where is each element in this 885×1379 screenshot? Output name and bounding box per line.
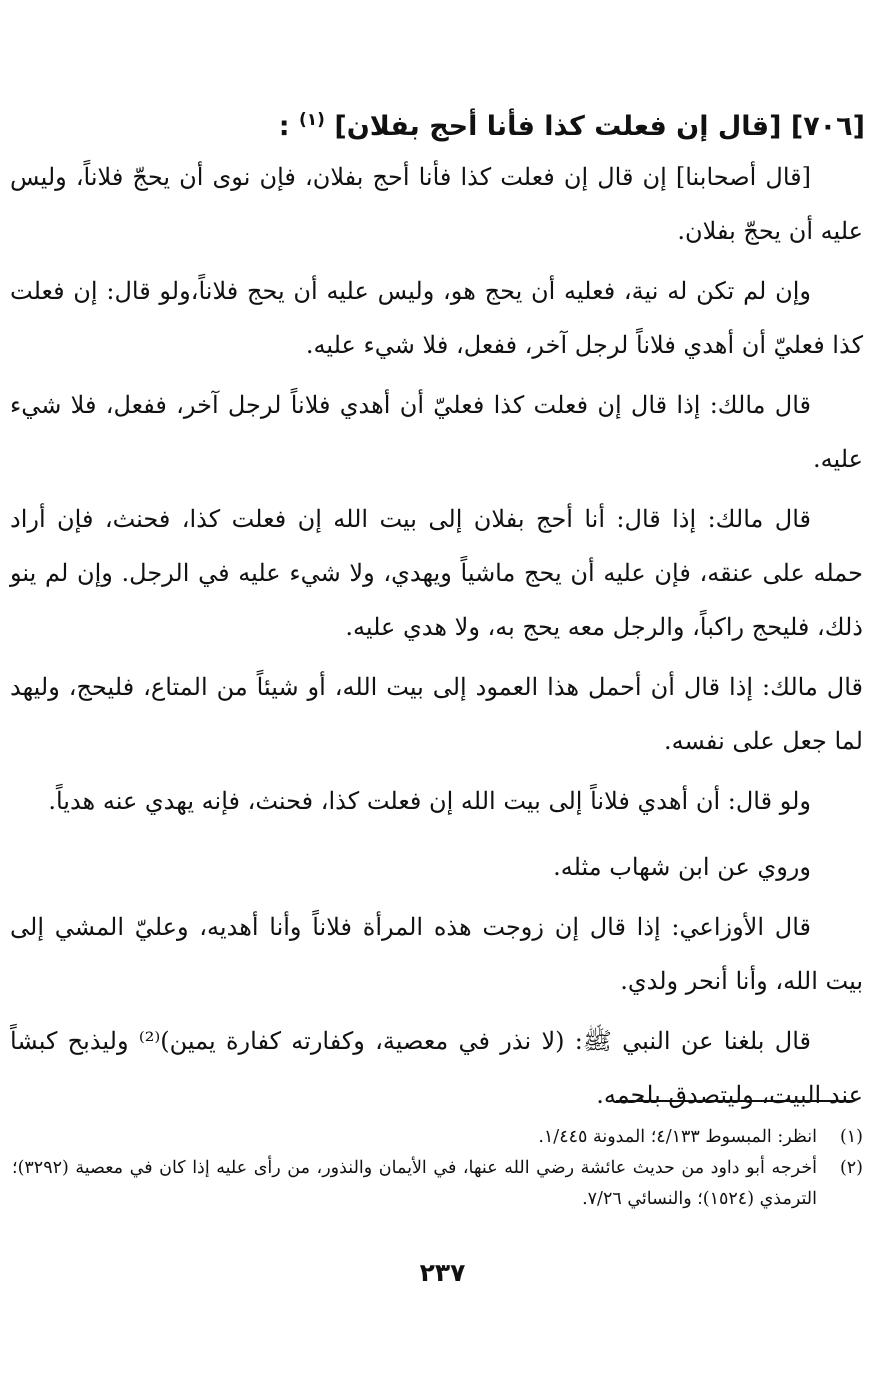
footnote-2 bbox=[12, 1153, 863, 1215]
paragraph-9: قال بلغنا عن النبي ﷺ: (لا نذر في معصية، وكفارته كفارة يمين)⁽²⁾ وليذبح كبشاً عند البيت، وليتصدق بلحمه. bbox=[10, 1027, 863, 1109]
footnote-text: أخرجه أبو داود من حديث عائشة رضي الله عنها، في الأيمان والنذور، من رأى عليه إذا كان في معصية (٣٢٩٢)؛ الترمذي (١٥٢٤)؛ والنسائي ٧/٢٦. bbox=[12, 1158, 817, 1209]
paragraph-8: قال الأوزاعي: إذا قال إن زوجت هذه المرأة فلاناً وأنا أهديه، وعليّ المشي إلى بيت الله، وأنا أنحر ولدي. bbox=[10, 913, 863, 995]
paragraph-7: وروي عن ابن شهاب مثله. bbox=[553, 853, 811, 881]
paragraph-2: وإن لم تكن له نية، فعليه أن يحج هو، وليس عليه أن يحج فلاناً،ولو قال: إن فعلت كذا فعليّ أن أهدي فلاناً لرجل آخر، ففعل، فلا شيء عليه. bbox=[10, 277, 863, 359]
footnote-1 bbox=[12, 1122, 863, 1153]
footnote-divider bbox=[616, 1100, 853, 1102]
footnote-number: (٢) bbox=[839, 1158, 863, 1178]
paragraph-3: قال مالك: إذا قال إن فعلت كذا فعليّ أن أهدي فلاناً لرجل آخر، ففعل، فلا شيء عليه. bbox=[10, 391, 863, 473]
paragraph-6: ولو قال: أن أهدي فلاناً إلى بيت الله إن فعلت كذا، فحنث، فإنه يهدي عنه هدياً. bbox=[48, 787, 811, 815]
heading-title: [قال إن فعلت كذا فأنا أحج بفلان] bbox=[334, 111, 782, 142]
footnote-text: انظر: المبسوط ٤/١٣٣؛ المدونة ١/٤٤٥. bbox=[538, 1127, 817, 1147]
footnotes bbox=[12, 1122, 863, 1215]
paragraph-1: [قال أصحابنا] إن قال إن فعلت كذا فأنا أحج بفلان، فإن نوى أن يحجّ فلاناً، وليس عليه أن يحجّ بفلان. bbox=[10, 163, 863, 245]
page-number: ٢٣٧ bbox=[419, 1258, 466, 1287]
section-heading bbox=[278, 96, 865, 144]
body-text bbox=[10, 150, 863, 1128]
footnote-number: (١) bbox=[839, 1127, 863, 1147]
paragraph-4: قال مالك: إذا قال: أنا أحج بفلان إلى بيت الله إن فعلت كذا، فحنث، فإن أراد حمله على عنقه، فإن عليه أن يحج ماشياً ويهدي، ولا شيء عليه في الرجل. وإن لم ينو ذلك، فليحج راكباً، والرجل معه يحج به، ولا هدي عليه. bbox=[10, 505, 863, 641]
heading-number: [٧٠٦] bbox=[790, 111, 865, 142]
heading-footnote-ref: (١) bbox=[299, 110, 325, 130]
heading-colon: : bbox=[278, 111, 290, 142]
paragraph-5: قال مالك: إذا قال أن أحمل هذا العمود إلى بيت الله، أو شيئاً من المتاع، فليحج، وليهد لما جعل على نفسه. bbox=[10, 673, 863, 755]
